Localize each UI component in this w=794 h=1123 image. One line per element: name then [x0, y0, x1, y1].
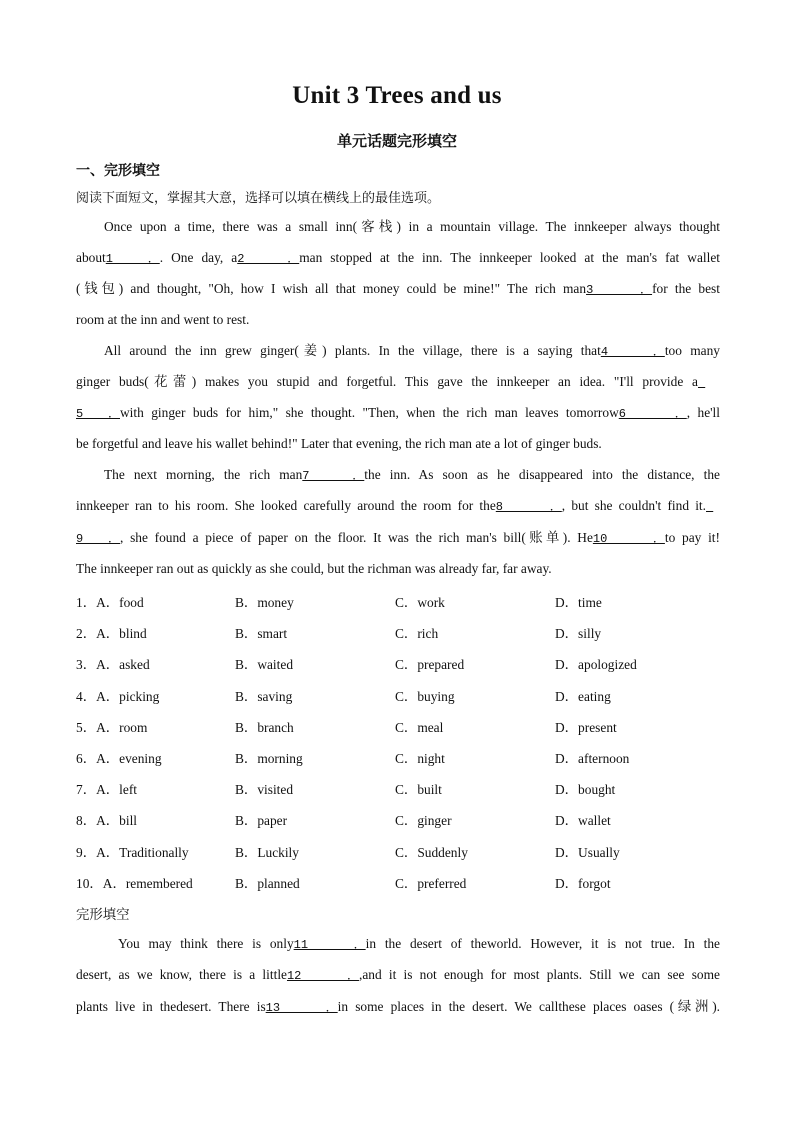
option-b[interactable]: B．planned — [235, 875, 300, 891]
passage-text: All around the inn grew ginger(姜) plants. In the village, there is a saying that — [104, 343, 601, 358]
answer-blank[interactable]: 3． — [586, 283, 653, 297]
option-c[interactable]: C．buying — [395, 688, 455, 704]
passage-text: in the desert of theworld. However, it is not true. In the — [365, 936, 720, 951]
passage-text: too many — [664, 343, 720, 358]
option-d[interactable]: D．apologized — [555, 657, 637, 673]
passage-text: . One day, a — [159, 250, 238, 265]
passage-line — [76, 404, 720, 423]
option-c[interactable]: C．prepared — [395, 657, 465, 673]
passage-text: (钱包) and thought, "Oh, how I wish all that money could be mine!" The rich man — [76, 281, 587, 296]
passage-text: The innkeeper ran out as quickly as she could, but the richman was already far, far away. — [76, 561, 552, 576]
instruction-text: 阅读下面短文，掌握其大意，选择可以填在横线上的最佳选项。 — [76, 191, 441, 206]
options-list — [76, 592, 736, 904]
answer-blank[interactable]: 2． — [237, 252, 300, 266]
passage-text: , he'll — [686, 405, 720, 420]
option-c[interactable]: C．rich — [395, 626, 439, 642]
question-row — [76, 810, 736, 841]
passage-text: about — [76, 250, 106, 265]
answer-blank[interactable]: 13． — [265, 1001, 338, 1015]
answer-blank[interactable]: 11． — [293, 938, 366, 952]
question-row — [76, 842, 736, 873]
passage-text: in some places in the desert. We callthese places oases (绿洲). — [337, 999, 721, 1014]
option-a[interactable]: 2．A．blind — [76, 626, 147, 642]
question-row — [76, 623, 736, 654]
passage-text: , but she couldn't find it. — [561, 498, 707, 513]
option-c[interactable]: C．night — [395, 750, 445, 766]
passage-line — [76, 560, 720, 578]
section2-heading: 完形填空 — [76, 908, 130, 923]
passage-text: room at the inn and went to rest. — [76, 312, 250, 327]
passage-line — [76, 935, 720, 954]
answer-blank[interactable]: 12． — [286, 969, 359, 983]
option-c[interactable]: C．preferred — [395, 875, 467, 891]
answer-blank[interactable]: 8． — [495, 500, 562, 514]
question-row — [76, 873, 736, 904]
option-d[interactable]: D．eating — [555, 688, 611, 704]
passage-line — [76, 466, 720, 485]
option-b[interactable]: B．Luckily — [235, 844, 299, 860]
option-b[interactable]: B．smart — [235, 626, 288, 642]
answer-blank-start[interactable] — [698, 374, 720, 392]
option-d[interactable]: D．Usually — [555, 844, 620, 860]
option-c[interactable]: C．Suddenly — [395, 844, 468, 860]
passage-text: ginger buds(花蕾) makes you stupid and forgetful. This gave the innkeeper an idea. "I'll provide a — [76, 374, 698, 389]
passage-line — [76, 966, 720, 985]
passage-line — [76, 249, 720, 268]
option-a[interactable]: 9．A．Traditionally — [76, 844, 189, 860]
option-a[interactable]: 10．A．remembered — [76, 875, 193, 891]
passage-line — [76, 218, 720, 236]
passage-text: plants live in thedesert. There is — [76, 999, 266, 1014]
passage-line — [76, 435, 720, 453]
answer-blank[interactable]: 7． — [302, 469, 365, 483]
passage-text: for the best — [652, 281, 720, 296]
section-heading: 一、完形填空 — [76, 163, 160, 179]
passage-text: with ginger buds for him," she thought. "Then, when the rich man leaves tomorrow — [120, 405, 619, 420]
option-d[interactable]: D．bought — [555, 782, 616, 798]
page-subtitle: 单元话题完形填空 — [336, 132, 457, 150]
question-row — [76, 748, 736, 779]
option-a[interactable]: 3．A．asked — [76, 657, 150, 673]
option-b[interactable]: B．morning — [235, 750, 303, 766]
passage-line — [76, 529, 720, 548]
option-d[interactable]: D．present — [555, 719, 617, 735]
passage-text: You may think there is only — [118, 936, 294, 951]
passage-line — [76, 373, 720, 392]
page-title: Unit 3 Trees and us — [292, 82, 502, 109]
passage-text: Once upon a time, there was a small inn(客栈) in a mountain village. The innkeeper always thought — [104, 219, 720, 234]
answer-blank[interactable]: 1． — [105, 252, 160, 266]
passage-line — [76, 497, 720, 516]
passage-line — [76, 311, 720, 329]
option-d[interactable]: D．wallet — [555, 813, 611, 829]
answer-blank[interactable]: 6． — [618, 407, 687, 421]
option-a[interactable]: 5．A．room — [76, 719, 148, 735]
question-row — [76, 686, 736, 717]
passage-text: The next morning, the rich man — [104, 467, 303, 482]
option-b[interactable]: B．visited — [235, 782, 294, 798]
option-d[interactable]: D．silly — [555, 626, 602, 642]
option-c[interactable]: C．ginger — [395, 813, 452, 829]
option-b[interactable]: B．waited — [235, 657, 294, 673]
passage-line — [76, 998, 720, 1017]
option-d[interactable]: D．afternoon — [555, 750, 630, 766]
option-d[interactable]: D．forgot — [555, 875, 611, 891]
answer-blank[interactable]: 10． — [592, 532, 665, 546]
passage-text: be forgetful and leave his wallet behind!" Later that evening, the rich man ate a lot of ginger buds. — [76, 436, 602, 451]
passage-line — [76, 342, 720, 361]
option-b[interactable]: B．paper — [235, 813, 288, 829]
answer-blank[interactable]: 4． — [600, 345, 665, 359]
answer-blank[interactable]: 5． — [76, 407, 120, 421]
option-a[interactable]: 1．A．food — [76, 595, 144, 610]
option-a[interactable]: 6．A．evening — [76, 750, 162, 766]
question-row — [76, 654, 736, 685]
option-b[interactable]: B．money — [235, 595, 294, 610]
option-c[interactable]: C．work — [395, 595, 445, 610]
option-b[interactable]: B．saving — [235, 688, 293, 704]
passage-text: man stopped at the inn. The innkeeper looked at the man's fat wallet — [299, 250, 720, 265]
passage-text: , she found a piece of paper on the floor. It was the rich man's bill(账单). He — [120, 530, 593, 545]
passage-text: innkeeper ran to his room. She looked carefully around the room for the — [76, 498, 496, 513]
question-row — [76, 592, 736, 623]
option-d[interactable]: D．time — [555, 595, 602, 610]
passage-line — [76, 280, 720, 299]
question-row — [76, 717, 736, 748]
question-row — [76, 779, 736, 810]
option-c[interactable]: C．meal — [395, 719, 444, 735]
passage-text: to pay it! — [664, 530, 720, 545]
passage-text: the inn. As soon as he disappeared into the distance, the — [364, 467, 720, 482]
option-a[interactable]: 7．A．left — [76, 782, 137, 798]
answer-blank[interactable]: 9． — [76, 532, 120, 546]
option-c[interactable]: C．built — [395, 782, 442, 798]
option-a[interactable]: 4．A．picking — [76, 688, 160, 704]
answer-blank-start[interactable] — [706, 498, 720, 516]
option-a[interactable]: 8．A．bill — [76, 813, 138, 829]
passage-text: ,and it is not enough for most plants. Still we can see some — [358, 967, 720, 982]
passage-text: desert, as we know, there is a little — [76, 967, 287, 982]
option-b[interactable]: B．branch — [235, 719, 294, 735]
